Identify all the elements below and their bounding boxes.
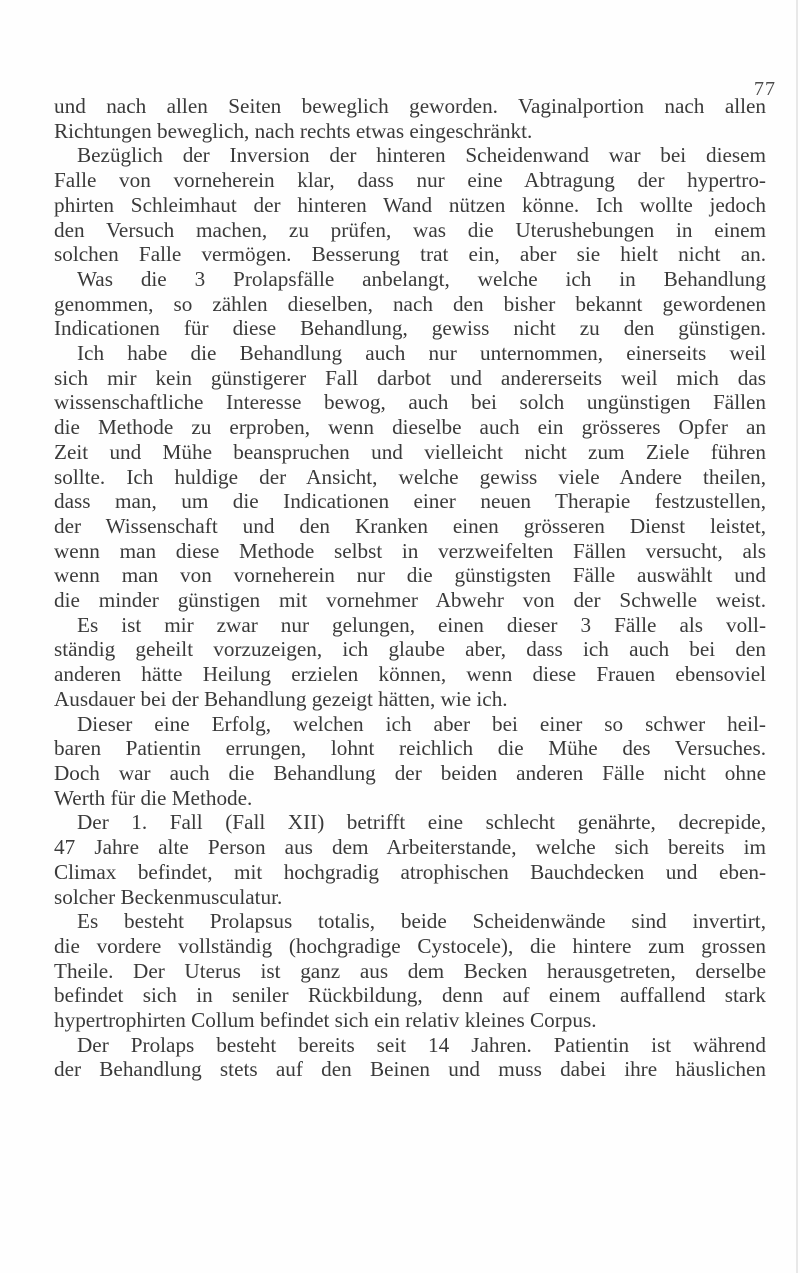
text-line: befindet sich in seniler Rückbildung, denn auf einem auffallend stark [54, 983, 766, 1008]
text-line: Richtungen beweglich, nach rechts etwas eingeschränkt. [54, 118, 533, 143]
text-line: solcher Beckenmusculatur. [54, 884, 283, 909]
text-line: baren Patientin errungen, lohnt reichlich die Mühe des Versuches. [54, 736, 766, 761]
text-line: wenn man von vorneherein nur die günstigsten Fälle auswählt und [54, 563, 766, 588]
text-line: die minder günstigen mit vornehmer Abwehr von der Schwelle weist. [54, 588, 766, 613]
page-number: 77 [754, 78, 776, 100]
text-line: ständig geheilt vorzuzeigen, ich glaube aber, dass ich auch bei den [54, 637, 766, 662]
text-line: Ausdauer bei der Behandlung gezeigt hätten, wie ich. [54, 686, 508, 711]
text-line: Bezüglich der Inversion der hinteren Scheidenwand war bei diesem [77, 143, 766, 168]
text-line: sich mir kein günstigerer Fall darbot und andererseits weil mich das [54, 365, 766, 390]
text-line: und nach allen Seiten beweglich geworden. Vaginalportion nach allen [54, 94, 766, 118]
text-line: die vordere vollständig (hochgradige Cystocele), die hintere zum grossen [54, 933, 766, 958]
text-line: Der Prolaps besteht bereits seit 14 Jahren. Patientin ist während [77, 1032, 766, 1057]
text-line: Werth für die Methode. [54, 785, 253, 810]
text-line: phirten Schleimhaut der hinteren Wand nützen könne. Ich wollte jedoch [54, 192, 766, 217]
text-line: Der 1. Fall (Fall XII) betrifft eine schlecht genährte, decrepide, [77, 810, 766, 835]
text-line: wissenschaftliche Interesse bewog, auch bei solch ungünstigen Fällen [54, 390, 766, 415]
text-line: Ich habe die Behandlung auch nur unternommen, einerseits weil [77, 341, 766, 366]
text-line: wenn man diese Methode selbst in verzweifelten Fällen versucht, als [54, 538, 766, 563]
text-line: Theile. Der Uterus ist ganz aus dem Becken herausgetreten, derselbe [54, 958, 766, 983]
body-text [54, 94, 766, 1082]
text-line: Indicationen für diese Behandlung, gewiss nicht zu den günstigen. [54, 316, 766, 341]
text-line: Es besteht Prolapsus totalis, beide Scheidenwände sind invertirt, [77, 909, 766, 934]
text-line: Es ist mir zwar nur gelungen, einen dieser 3 Fälle als voll- [77, 612, 766, 637]
text-line: die Methode zu erproben, wenn dieselbe auch ein grösseres Opfer an [54, 415, 766, 440]
text-line: genommen, so zählen dieselben, nach den bisher bekannt gewordenen [54, 291, 766, 316]
text-line: Dieser eine Erfolg, welchen ich aber bei einer so schwer heil- [77, 711, 766, 736]
text-line: solchen Falle vermögen. Besserung trat ein, aber sie hielt nicht an. [54, 242, 766, 267]
text-line: 47 Jahre alte Person aus dem Arbeiterstande, welche sich bereits im [54, 835, 766, 860]
text-line: Zeit und Mühe beanspruchen und vielleicht nicht zum Ziele führen [54, 439, 766, 464]
text-line: der Wissenschaft und den Kranken einen grösseren Dienst leistet, [54, 513, 766, 538]
text-line: dass man, um die Indicationen einer neuen Therapie festzustellen, [54, 489, 766, 514]
page-edge-divider [796, 0, 798, 1273]
text-line: den Versuch machen, zu prüfen, was die Uterushebungen in einem [54, 217, 766, 242]
text-line: Doch war auch die Behandlung der beiden anderen Fälle nicht ohne [54, 760, 766, 785]
text-line: Climax befindet, mit hochgradig atrophischen Bauchdecken und eben- [54, 859, 766, 884]
text-line: sollte. Ich huldige der Ansicht, welche gewiss viele Andere theilen, [54, 464, 766, 489]
text-line: anderen hätte Heilung erzielen können, wenn diese Frauen ebensoviel [54, 662, 766, 687]
text-line: Falle von vorneherein klar, dass nur eine Abtragung der hypertro- [54, 168, 766, 193]
text-line: Was die 3 Prolapsfälle anbelangt, welche ich in Behandlung [77, 266, 766, 291]
text-line: hypertrophirten Collum befindet sich ein relativ kleines Corpus. [54, 1008, 597, 1033]
text-line: der Behandlung stets auf den Beinen und muss dabei ihre häuslichen [54, 1057, 766, 1082]
